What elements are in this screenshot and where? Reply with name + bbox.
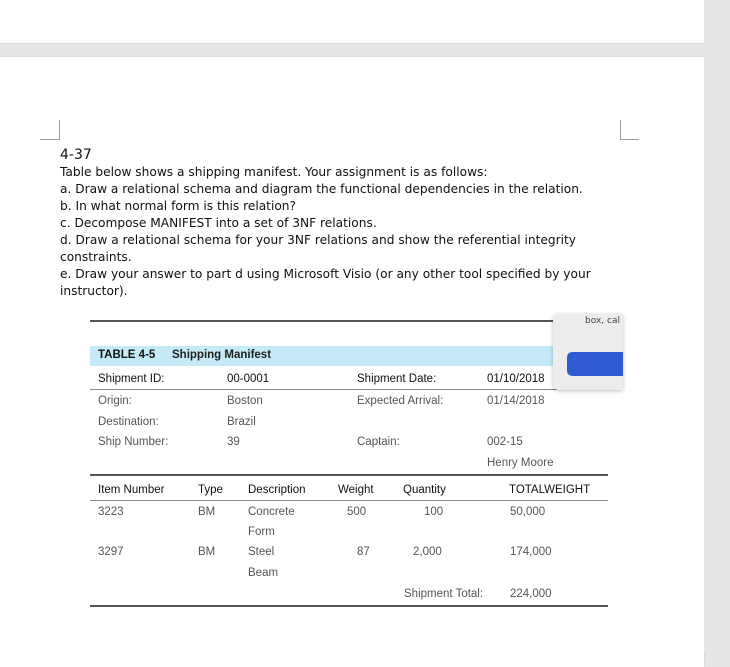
item-quantity: 2,000 (413, 546, 442, 558)
ship-number-label: Ship Number: (98, 436, 169, 448)
expected-arrival: 01/14/2018 (487, 395, 545, 407)
item-total-weight: 174,000 (510, 546, 552, 558)
item-weight: 500 (347, 506, 367, 518)
origin: Boston (227, 395, 263, 407)
col-header-item-number: Item Number (98, 484, 165, 496)
table-label: TABLE 4-5 (98, 349, 156, 361)
captain-name: Henry Moore (487, 457, 554, 469)
table-rule (90, 389, 608, 390)
table-top-rule (90, 320, 608, 322)
origin-label: Origin: (98, 395, 132, 407)
shipment-id-label: Shipment ID: (98, 373, 165, 385)
problem-line: constraints. (60, 250, 132, 264)
problem-line: b. In what normal form is this relation? (60, 199, 296, 213)
captain-id: 002-15 (487, 436, 523, 448)
crop-mark-top-right (620, 120, 639, 140)
table-rule (90, 474, 608, 476)
expected-arrival-label: Expected Arrival: (357, 395, 444, 407)
shipment-date: 01/10/2018 (487, 373, 545, 385)
item-description: Steel (248, 546, 275, 558)
problem-line: c. Decompose MANIFEST into a set of 3NF relations. (60, 216, 377, 230)
problem-line: Table below shows a shipping manifest. Your assignment is as follows: (60, 165, 488, 179)
problem-line: a. Draw a relational schema and diagram the functional dependencies in the relation. (60, 182, 583, 196)
scroll-gutter[interactable] (704, 0, 730, 652)
shipment-date-label: Shipment Date: (357, 373, 437, 385)
col-header-totalweight: TOTALWEIGHT (509, 484, 591, 496)
shipment-id: 00-0001 (227, 373, 270, 385)
previous-page (0, 0, 704, 43)
table-rule (90, 500, 608, 501)
shipment-total: 224,000 (510, 588, 552, 600)
item-number: 3297 (98, 546, 124, 558)
floating-popup[interactable] (553, 314, 623, 390)
table-title-bar (90, 346, 608, 366)
problem-number: 4-37 (60, 147, 92, 163)
problem-line: e. Draw your answer to part d using Microsoft Visio (or any other tool specified by your (60, 267, 591, 281)
table-title: Shipping Manifest (172, 349, 272, 361)
item-description: Concrete (248, 506, 295, 518)
item-quantity: 100 (424, 506, 444, 518)
item-weight: 87 (357, 546, 370, 558)
col-header-weight: Weight (338, 484, 374, 496)
table-bottom-rule (90, 605, 608, 607)
crop-mark-top-left (40, 120, 60, 140)
problem-text[interactable] (60, 146, 620, 300)
popup-action-button[interactable] (567, 352, 623, 376)
captain-label: Captain: (357, 436, 400, 448)
item-number: 3223 (98, 506, 124, 518)
item-total-weight: 50,000 (510, 506, 546, 518)
destination: Brazil (227, 416, 256, 428)
destination-label: Destination: (98, 416, 159, 428)
item-description: Form (248, 526, 275, 538)
col-header-type: Type (198, 484, 223, 496)
item-type: BM (198, 546, 216, 558)
problem-line: d. Draw a relational schema for your 3NF relations and show the referential integrity (60, 233, 576, 247)
col-header-description: Description (248, 484, 306, 496)
problem-line: instructor). (60, 284, 128, 298)
popup-text: box, cal (585, 316, 620, 326)
item-description: Beam (248, 567, 279, 579)
shipment-total-label: Shipment Total: (404, 588, 484, 600)
ship-number: 39 (227, 436, 240, 448)
col-header-quantity: Quantity (403, 484, 446, 496)
item-type: BM (198, 506, 216, 518)
